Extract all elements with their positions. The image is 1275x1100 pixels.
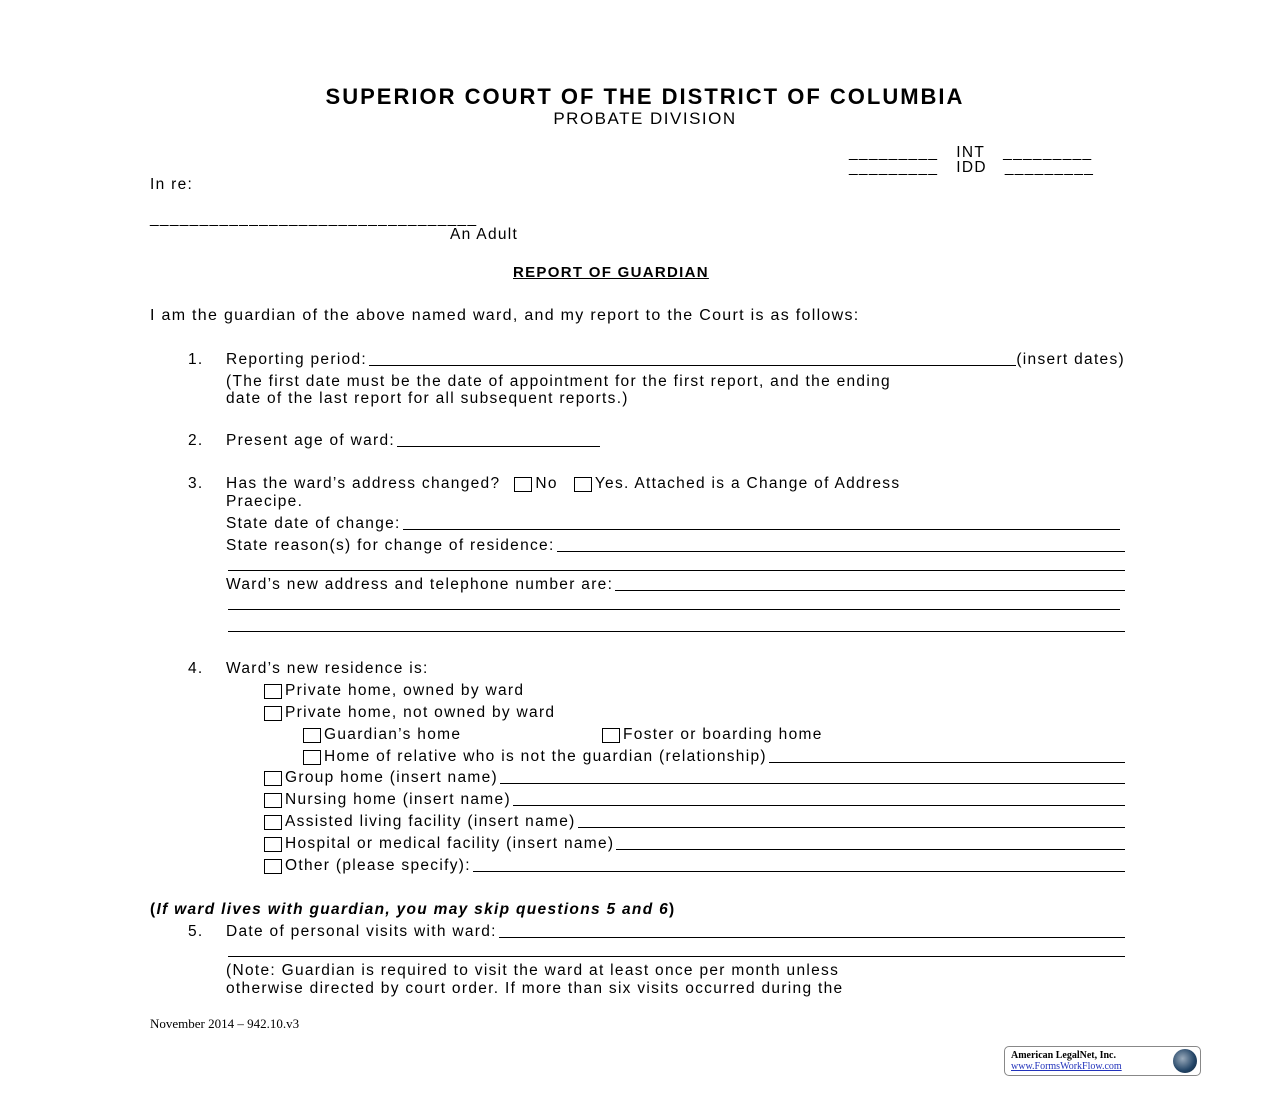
yes-checkbox[interactable] (574, 477, 592, 492)
age-field[interactable] (397, 446, 600, 447)
option-label: Guardian’s home (324, 726, 462, 743)
group-home-checkbox[interactable] (264, 771, 282, 786)
form-version-footer: November 2014 – 942.10.v3 (150, 1016, 300, 1031)
new-residence-label: Ward’s new residence is: (226, 660, 429, 677)
in-re-label: In re: (150, 176, 194, 193)
visits-note: (Note: Guardian is required to visit the ward at least once per month unless (226, 962, 840, 979)
yes-label: Yes. Attached is a Change of Address (594, 475, 901, 492)
assisted-living-checkbox[interactable] (264, 815, 282, 830)
other-checkbox[interactable] (264, 859, 282, 874)
legalnet-logo[interactable] (1004, 1046, 1201, 1076)
item-number: 5. (188, 923, 204, 940)
item-1-note-cont: date of the last report for all subsequent reports.) (226, 390, 629, 407)
change-date-field[interactable] (403, 529, 1120, 530)
idd-label: IDD (956, 159, 987, 176)
logo-link[interactable]: www.FormsWorkFlow.com (1011, 1061, 1122, 1072)
item-3 (188, 475, 900, 493)
option-label: Private home, not owned by ward (285, 704, 556, 721)
group-home-field[interactable] (500, 783, 1125, 784)
item-1-note: (The first date must be the date of appointment for the first report, and the ending (226, 373, 891, 390)
new-address-field[interactable] (615, 590, 1125, 591)
hospital-field[interactable] (616, 849, 1125, 850)
assisted-living-field[interactable] (578, 827, 1125, 828)
skip-note: If ward lives with guardian, you may skip questions 5 and 6 (156, 901, 669, 918)
visits-field-line-2[interactable] (228, 956, 1125, 957)
reason-field-line-2[interactable] (228, 570, 1125, 571)
option-label: Group home (insert name) (285, 769, 498, 786)
document-page: SUPERIOR COURT OF THE DISTRICT OF COLUMBIA PROBATE DIVISION _________ INT _________ _________ IDD _________ In re: _________________________________ An Adult REPORT OF GUARDIAN I am the guardian of the above named ward, and my report to the Court is as follows: 1. Reporting period: (insert dates) (The first date must be the date of appointment for the first report, and the ending date of the last report for all subsequent reports.) 2. Present age of ward: 3. Has the ward’s address changed? No Yes. Attached is a Change of Address Praecipe. State date of change: State reason(s) for change of residence: Ward’s new address and telephone number are: 4. Ward’s new residence is: Private home, owned by ward Private home, not owned by ward Guardian’s home Foster or boarding home Home of relative who is not the guardian (relationship) Group home (insert name) Nursing home (insert name) Assisted living facility (insert name) Hospital or medical facility (insert name) Other (please specify): ( If ward lives with guardian, you may skip questions 5 and 6 ) 5. Date of personal visits with ward: (Note: Guardian is required to visit the ward at least once per month unless otherwise directed by court order. If more than six visits occurred during the November 2014 – 942.10.v3 American LegalNet, Inc. www.FormsWorkFlow.com (0, 0, 1275, 1100)
reason-label: State reason(s) for change of residence: (226, 537, 555, 554)
option-label: Foster or boarding home (623, 726, 823, 743)
reporting-period-field[interactable] (369, 365, 1016, 366)
new-address-line-3[interactable] (228, 631, 1125, 632)
option-label: Assisted living facility (insert name) (285, 813, 576, 830)
int-label: INT (956, 144, 986, 161)
int-left-blank[interactable]: _________ (849, 144, 939, 161)
relationship-field[interactable] (769, 762, 1125, 763)
option-label: Home of relative who is not the guardian (relationship) (324, 748, 767, 765)
age-label: Present age of ward: (226, 432, 396, 449)
change-date-label: State date of change: (226, 515, 401, 532)
visits-note-cont: otherwise directed by court order. If more than six visits occurred during the (226, 980, 844, 997)
intro-text: I am the guardian of the above named ward, and my report to the Court is as follows: (150, 307, 860, 324)
item-number: 2. (188, 432, 204, 449)
foster-home-checkbox[interactable] (602, 728, 620, 743)
nursing-home-checkbox[interactable] (264, 793, 282, 808)
court-title: SUPERIOR COURT OF THE DISTRICT OF COLUMBIA (325, 84, 965, 109)
item-2 (188, 432, 600, 450)
report-title: REPORT OF GUARDIAN (513, 264, 709, 281)
option-label: Hospital or medical facility (insert name) (285, 835, 615, 852)
private-owned-checkbox[interactable] (264, 684, 282, 699)
private-not-owned-checkbox[interactable] (264, 706, 282, 721)
no-checkbox[interactable] (514, 477, 532, 492)
item-number: 1. (188, 351, 204, 368)
item-number: 4. (188, 660, 204, 677)
no-label: No (535, 475, 558, 492)
other-field[interactable] (473, 871, 1125, 872)
idd-left-blank[interactable]: _________ (849, 159, 939, 176)
new-address-label: Ward’s new address and telephone number are: (226, 576, 614, 593)
item-number: 3. (188, 475, 204, 492)
int-right-blank[interactable]: _________ (1003, 144, 1093, 161)
insert-dates-label: (insert dates) (1016, 351, 1125, 368)
option-label: Nursing home (insert name) (285, 791, 511, 808)
division-title: PROBATE DIVISION (553, 109, 737, 128)
idd-right-blank[interactable]: _________ (1004, 159, 1095, 176)
ward-name-blank[interactable]: _________________________________ (150, 210, 478, 227)
reporting-period-label: Reporting period: (226, 351, 368, 368)
option-label: Other (please specify): (285, 857, 471, 874)
praecipe-text: Praecipe. (226, 493, 304, 510)
an-adult-label: An Adult (450, 226, 519, 243)
visits-label: Date of personal visits with ward: (226, 923, 497, 940)
option-label: Private home, owned by ward (285, 682, 525, 699)
hospital-checkbox[interactable] (264, 837, 282, 852)
relative-home-checkbox[interactable] (303, 750, 321, 765)
item-1 (188, 351, 1125, 369)
visits-field[interactable] (499, 937, 1125, 938)
logo-company: American LegalNet, Inc. (1011, 1050, 1116, 1061)
new-address-line-2[interactable] (228, 609, 1120, 610)
reason-field[interactable] (557, 551, 1125, 552)
address-changed-label: Has the ward’s address changed? (226, 475, 501, 492)
globe-icon (1173, 1049, 1197, 1073)
guardians-home-checkbox[interactable] (303, 728, 321, 743)
nursing-home-field[interactable] (513, 805, 1125, 806)
